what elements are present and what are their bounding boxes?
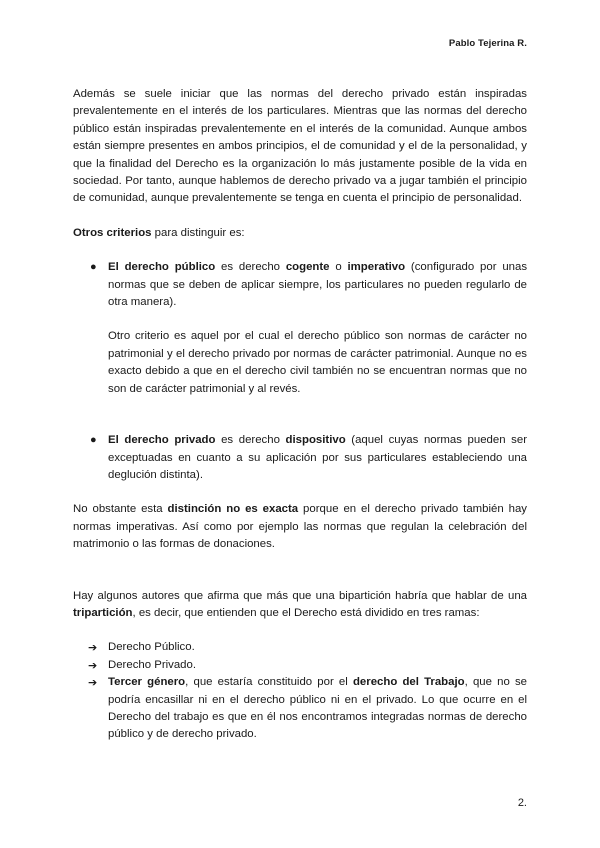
bold-cogente: cogente — [285, 261, 330, 274]
branches-list — [73, 639, 527, 743]
paragraph-intro: Además se suele iniciar que las normas del derecho privado están inspiradas prevalentemente en el interés de los particulares. Mientras que las normas del derecho público están inspiradas prevalentemente en el interés de la comunidad. Aunque ambos están siempre presentes en ambos principios, el de comunidad y el de la personalidad, y que la finalidad del Derecho es la organización lo más justamente posible de la vida en sociedad. Por tanto, aunque hablemos de derecho privado va a jugar también el principio de comunidad, aunque prevalentemente se tenga en cuenta el principio de personalidad. — [73, 88, 527, 205]
bold-derecho-trabajo: derecho del Trabajo — [352, 676, 465, 689]
list-item-derecho-privado: ● El derecho privado es derecho dispositivo (aquel cuyas normas pueden ser exceptuadas en cuanto a su aplicación por sus particulares estableciendo una deglución distinta). — [90, 434, 528, 481]
bold-triparticion: tripartición — [73, 606, 133, 619]
list-item-tercer-genero: ➔ Tercer género, que estaría constituido por el derecho del Trabajo, que no se podría encasillar ni en el derecho público ni en el privado. Lo que ocurre en el Derecho del trabajo es que en él nos encontramos integradas normas de derecho público y de derecho privado. — [88, 676, 528, 741]
criteria-bold: Otros criterios — [73, 226, 152, 239]
page-header-author: Pablo Tejerina R. — [448, 38, 527, 49]
paragraph-otro-criterio: Otro criterio es aquel por el cual el derecho público son normas de carácter no patrimonial y el derecho privado por normas de carácter patrimonial. Aunque no es exacto debido a que en el derecho civil también no se encuentran normas que no son de carácter patrimonial y al revés. — [108, 330, 527, 395]
bold-imperativo: imperativo — [347, 261, 406, 274]
document-body — [73, 86, 527, 744]
bold-distincion: distinción no es exacta — [167, 503, 299, 516]
criteria-rest: para distinguir es: — [151, 226, 245, 239]
bold-tercer-genero: Tercer género — [108, 676, 186, 689]
arrow-right-icon: ➔ — [88, 676, 98, 690]
bold-derecho-publico: El derecho público — [108, 261, 216, 274]
bullet-icon: ● — [90, 261, 97, 274]
list-item-publico: ➔ Derecho Público. — [73, 639, 527, 656]
paragraph-triparticion: Hay algunos autores que afirma que más que una bipartición habría que hablar de una tripartición, es decir, que entienden que el Derecho está dividido en tres ramas: — [73, 589, 527, 619]
bullet-icon: ● — [90, 434, 97, 447]
bold-dispositivo: dispositivo — [285, 434, 346, 447]
page-number: 2. — [517, 797, 527, 809]
bold-derecho-privado: El derecho privado — [108, 434, 216, 447]
criteria-list — [73, 259, 527, 484]
list-item-derecho-publico: ● El derecho público es derecho cogente o imperativo (configurado por unas normas que se deben de aplicar siempre, los particulares no pueden regularlo de otra manera). Otro criterio es aquel por el cual el derecho público son normas de carácter no patrimonial y el derecho privado por normas de carácter patrimonial. Aunque no es exacto debido a que en el derecho civil también no se encuentran normas que no son de carácter patrimonial y al revés. — [73, 259, 527, 398]
arrow-right-icon: ➔ — [88, 641, 98, 655]
arrow-right-icon: ➔ — [88, 658, 98, 672]
paragraph-no-obstante: No obstante esta distinción no es exacta porque en el derecho privado también hay normas imperativas. Así como por ejemplo las normas que regulan la celebración del matrimonio o las formas de donaciones. — [73, 503, 527, 551]
list-item-privado: ➔ Derecho Privado. — [73, 657, 527, 674]
criteria-heading — [73, 225, 527, 242]
